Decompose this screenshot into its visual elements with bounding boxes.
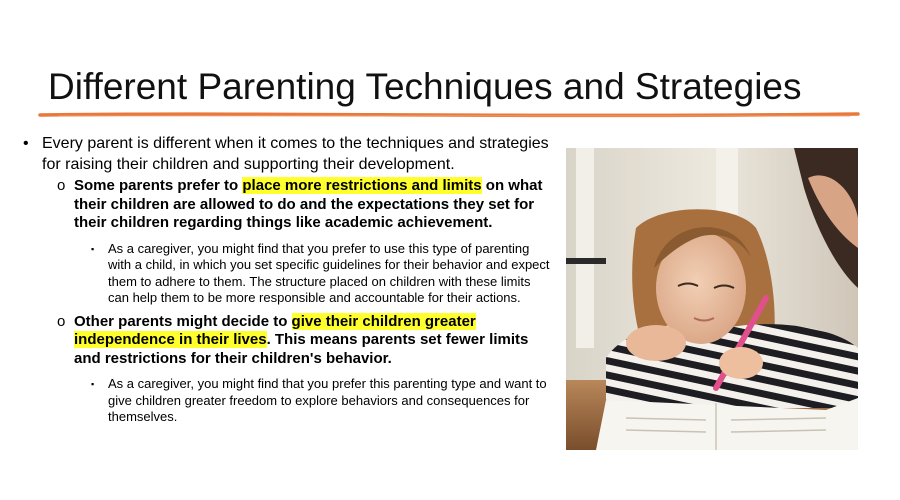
sub-bullet-independence [22, 313, 552, 369]
slide-title: Different Parenting Techniques and Strategies [48, 66, 802, 107]
square-bullet-marker: ▪ [91, 379, 95, 389]
bullet-item [22, 134, 552, 175]
sub-bullet-marker: o [57, 312, 66, 330]
sub-bullet-text-pre: Some parents prefer to [74, 177, 243, 194]
slide-body [22, 134, 552, 432]
bullet-marker: • [23, 135, 29, 152]
detail-bullet [22, 376, 552, 426]
detail-text: As a caregiver, you might find that you prefer this parenting type and want to give children greater freedom to explore behaviors and consequences for themselves. [108, 376, 547, 424]
detail-bullet [22, 241, 552, 307]
sub-bullet-restrictions [22, 177, 552, 233]
detail-text: As a caregiver, you might find that you prefer to use this type of parenting with a child, in which you set specific guidelines for their behavior and expect them to adhere to them. The structure placed on children with these limits can help them to be more responsible and accountable for their actions. [108, 240, 550, 305]
highlighted-phrase: place more restrictions and limits [242, 177, 482, 194]
girl-writing-homework-photo [566, 148, 858, 450]
sub-bullet-text-pre: Other parents might decide to [74, 312, 292, 330]
sub-bullet-marker: o [57, 177, 66, 194]
photo-illustration [566, 148, 858, 450]
title-underline [0, 105, 900, 125]
sub-bullet-text-post: on what their children are allowed to do and the expectations they set for their children regarding things like academic achievement. [74, 177, 543, 231]
highlighted-phrase: give their children greater independence in their lives [74, 312, 476, 348]
square-bullet-marker: ▪ [91, 243, 95, 254]
sub-bullet-text-post: . This means parents set fewer limits and restrictions for their children's behavior. [74, 331, 529, 367]
bullet-text: Every parent is different when it comes to the techniques and strategies for raising their children and supporting their development. [42, 135, 549, 173]
